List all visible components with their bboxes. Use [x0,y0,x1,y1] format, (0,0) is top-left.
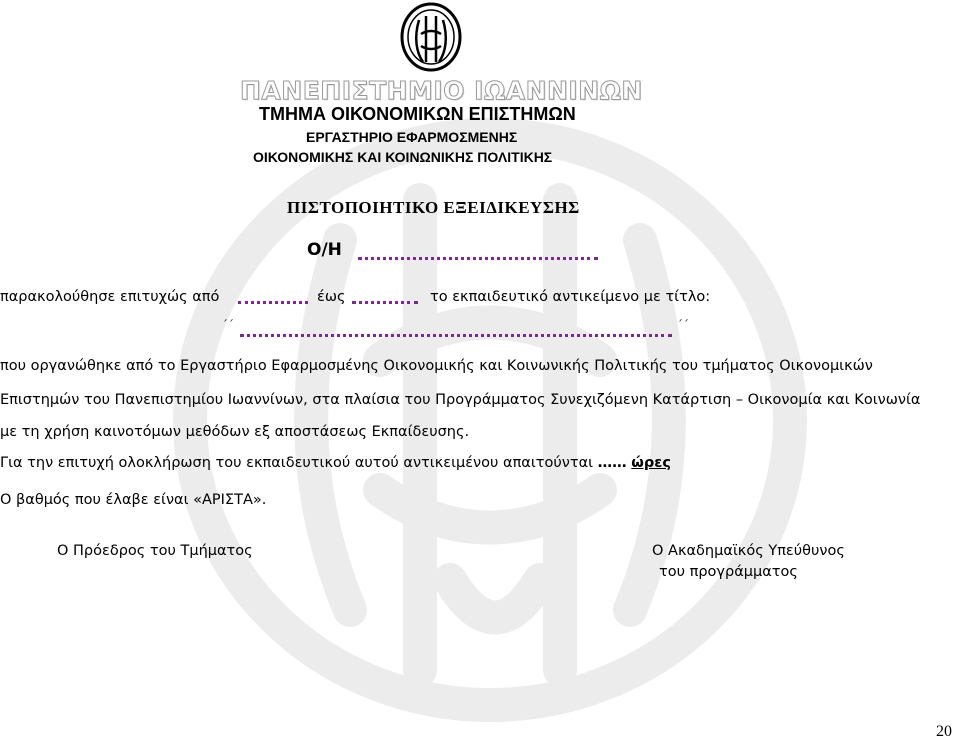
date-to-blank [352,298,418,304]
university-logo-icon [399,2,463,72]
attendance-to-label: έως [317,289,346,305]
subject-quote-open: ΄΄ [222,318,234,332]
lab-name-line2: ΟΙΚΟΝΟΜΙΚΗΣ ΚΑΙ ΚΟΙΝΩΝΙΚΗΣ ΠΟΛΙΤΙΚΗΣ [253,149,553,165]
recipient-prefix: Ο/Η [307,240,342,260]
certificate-title: ΠΙΣΤΟΠΟΙΗΤΙΚΟ ΕΞΕΙΔΙΚΕΥΣΗΣ [287,198,580,217]
page-number: 20 [936,723,952,740]
attendance-from-label: παρακολούθησε επιτυχώς από [0,289,220,305]
signature-academic-line2: του προγράμματος [659,564,798,580]
university-name: ΠΑΝΕΠΙΣΤΗΜΙΟ ΙΩΑΝΝΙΝΩΝ [240,76,643,105]
recipient-name-blank [358,254,598,260]
hours-blank: …… [597,455,627,471]
subject-intro-label: το εκπαιδευτικό αντικείμενο με τίτλο: [430,289,711,305]
signature-chairman: Ο Πρόεδρος του Τμήματος [57,543,253,559]
signature-academic-line1: Ο Ακαδημαϊκός Υπεύθυνος [652,543,845,559]
lab-name-line1: ΕΡΓΑΣΤΗΡΙΟ ΕΦΑΡΜΟΣΜΕΝΗΣ [306,129,518,145]
subject-title-blank [240,331,672,337]
grade-line: Ο βαθμός που έλαβε είναι «ΑΡΙΣΤΑ». [0,492,267,508]
date-from-blank [238,298,308,304]
body-paragraph-line3: με τη χρήση καινοτόμων μεθόδων εξ αποστάσεως Εκπαίδευσης. [0,424,470,440]
subject-quote-close: ΄΄ [677,318,689,332]
body-paragraph-line2: Επιστημών του Πανεπιστημίου Ιωαννίνων, στα πλαίσια του Προγράμματος Συνεχιζόμενη Κατάρτιση – Οικονομία και Κοινωνία [0,392,921,408]
hours-line [0,455,671,471]
body-paragraph-line1: που οργανώθηκε από το Εργαστήριο Εφαρμοσμένης Οικονομικής και Κοινωνικής Πολιτικής του τμήματος Οικονομικών [0,358,873,374]
hours-text: Για την επιτυχή ολοκλήρωση του εκπαιδευτικού αυτού αντικειμένου απαιτούνται [0,455,594,471]
hours-unit: ώρες [631,455,671,471]
department-name: ΤΜΗΜΑ ΟΙΚΟΝΟΜΙΚΩΝ ΕΠΙΣΤΗΜΩΝ [259,104,576,124]
